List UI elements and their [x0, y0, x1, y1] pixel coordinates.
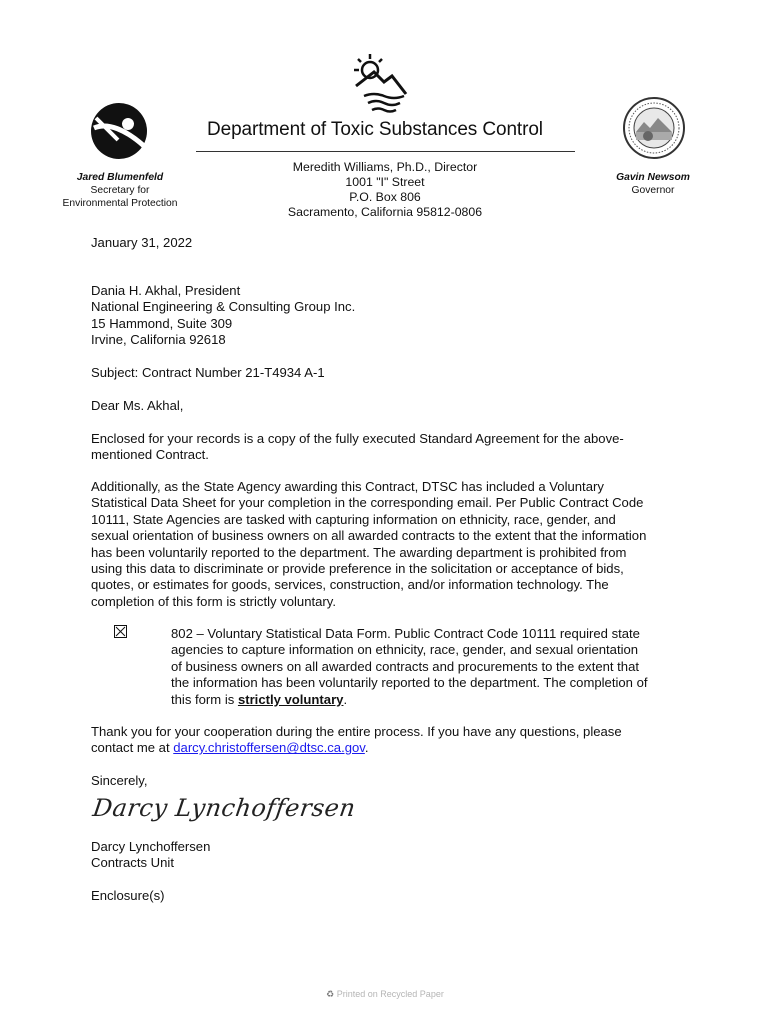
letterhead-divider — [196, 151, 575, 152]
letterhead-address — [270, 160, 500, 220]
paragraph-line: Enclosed for your records is a copy of the fully executed Standard Agreement for the above- — [91, 431, 624, 446]
item-last-suffix: . — [343, 691, 348, 707]
strictly-voluntary-emphasis: strictly voluntary — [237, 691, 344, 707]
paragraph-line: 10111, State Agencies are tasked with capturing information on ethnicity, race, gender, and — [91, 511, 616, 527]
left-official-title1: Secretary for — [90, 185, 150, 196]
recipient-line: 15 Hammond, Suite 309 — [91, 315, 233, 331]
paragraph-2 — [91, 479, 691, 610]
enclosure-note: Enclosure(s) — [91, 888, 165, 903]
paragraph-line: mentioned Contract. — [91, 447, 209, 463]
item-line: 802 – Voluntary Statistical Data Form. Public Contract Code 10111 required state — [171, 626, 640, 641]
paragraph-line: has been voluntarily reported to the department. The awarding department is prohibited from — [91, 544, 627, 560]
signer-unit: Contracts Unit — [91, 855, 174, 871]
salutation: Dear Ms. Akhal, — [91, 398, 184, 413]
recycle-icon: ♻ — [326, 989, 335, 999]
checkmark-x-icon — [115, 626, 126, 637]
paragraph-line: Additionally, as the State Agency awarding this Contract, DTSC has included a Voluntary — [91, 479, 604, 494]
closing-line-2 — [91, 740, 691, 756]
paragraph-line: completion of this form is strictly voluntary. — [91, 593, 336, 609]
left-official-name: Jared Blumenfeld — [76, 172, 164, 183]
recipient-line: Dania H. Akhal, President — [91, 283, 241, 298]
right-official — [612, 171, 694, 197]
form-802-checkbox[interactable] — [114, 625, 127, 638]
handwritten-signature: Darcy Lynchoffersen — [91, 794, 358, 822]
dtsc-logo-icon — [344, 50, 412, 118]
street-line: 1001 "I" Street — [345, 175, 425, 189]
paragraph-line: sexual orientation of business owners on all awarded contracts to the extent that the information — [91, 528, 647, 544]
closing-paragraph — [91, 724, 691, 757]
item-line: agencies to capture information on ethnicity, race, gender, and sexual orientation — [171, 642, 639, 658]
item-line-last — [171, 692, 691, 708]
footer — [300, 989, 470, 1000]
calepa-logo-icon — [88, 100, 150, 162]
left-official-title2: Environmental Protection — [62, 198, 178, 209]
recipient-line: Irvine, California 92618 — [91, 332, 226, 348]
contact-email-link[interactable]: darcy.christoffersen@dtsc.ca.gov — [173, 740, 365, 756]
recipient-line: National Engineering & Consulting Group Inc. — [91, 299, 356, 315]
closing-line-1: Thank you for your cooperation during the entire process. If you have any questions, please — [91, 724, 622, 739]
closing-prefix: contact me at — [91, 740, 174, 756]
paragraph-1 — [91, 431, 691, 464]
item-last-prefix: this form is — [171, 691, 238, 707]
state-seal-icon — [622, 96, 686, 160]
closing-suffix: . — [364, 740, 369, 756]
left-official — [55, 171, 185, 210]
department-title: Department of Toxic Substances Control — [207, 119, 543, 140]
paragraph-line: quotes, or estimates for goods, services, construction, and/or information technology. The — [91, 577, 609, 593]
recipient-block — [91, 283, 691, 349]
director-line: Meredith Williams, Ph.D., Director — [292, 160, 478, 174]
right-official-title: Governor — [631, 185, 675, 196]
paragraph-line: using this data to discriminate or provide preference in the solicitation or acceptance of bids, — [91, 561, 624, 577]
item-line: of business owners on all awarded contracts and procurements to the extent that — [171, 658, 640, 674]
paragraph-line: Statistical Data Sheet for your completion in the corresponding email. Per Public Contract Code — [91, 495, 644, 511]
form-802-description — [171, 626, 691, 708]
footer-text: Printed on Recycled Paper — [336, 989, 444, 999]
po-box-line: P.O. Box 806 — [349, 190, 421, 204]
subject-line: Subject: Contract Number 21-T4934 A-1 — [91, 365, 325, 380]
signer-name: Darcy Lynchoffersen — [91, 839, 211, 854]
item-line: the information has been voluntarily reported to the department. The completion of — [171, 675, 648, 691]
valediction: Sincerely, — [91, 773, 148, 788]
right-official-name: Gavin Newsom — [616, 172, 690, 183]
signer-block — [91, 839, 691, 872]
letter-date: January 31, 2022 — [91, 235, 193, 250]
city-line: Sacramento, California 95812-0806 — [287, 205, 483, 219]
